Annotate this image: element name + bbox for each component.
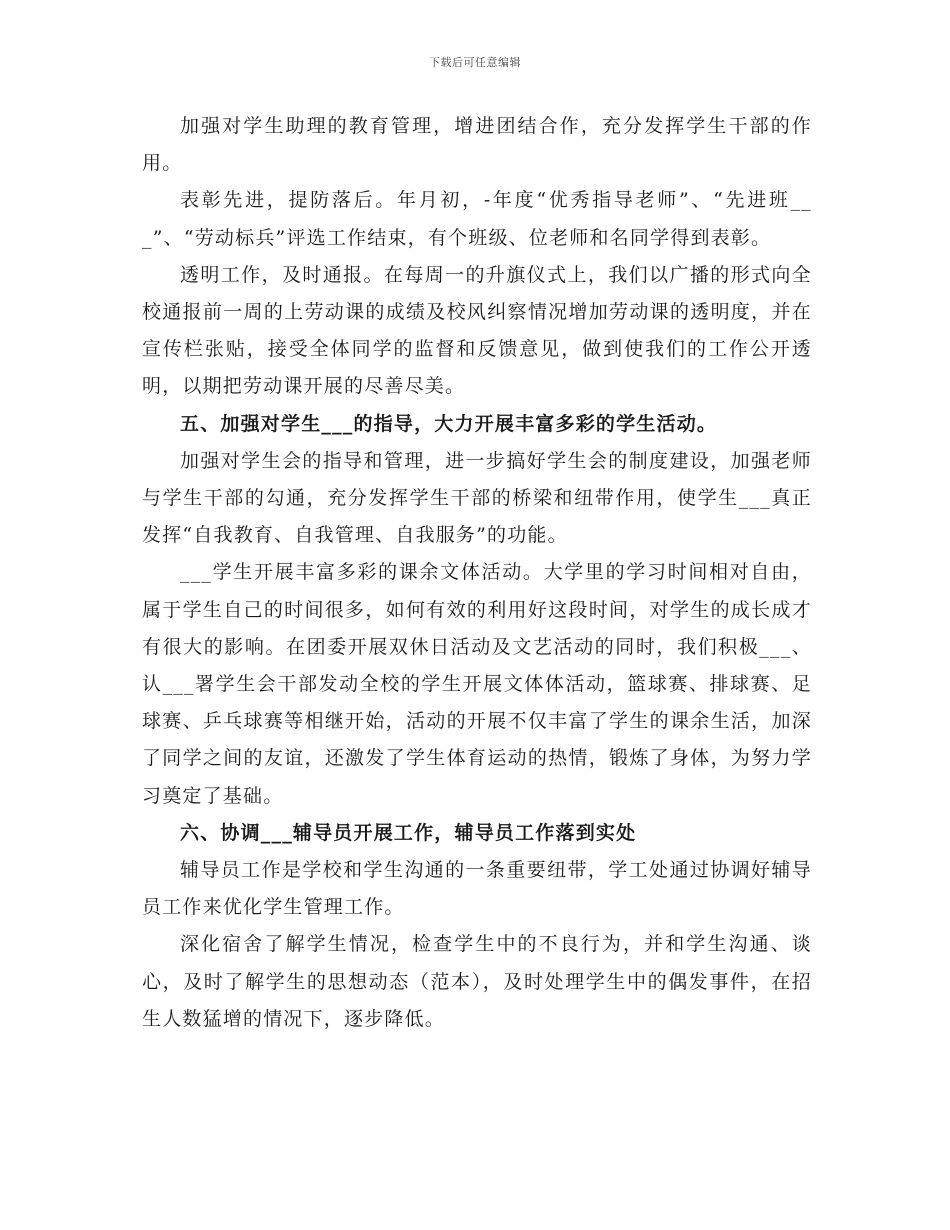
paragraph: 加强对学生助理的教育管理，增进团结合作，充分发挥学生干部的作用。 <box>142 115 812 175</box>
paragraph: 加强对学生会的指导和管理，进一步搞好学生会的制度建设，加强老师与学生干部的勾通，充分发挥学生干部的桥梁和纽带作用，使学生___真正发挥“自我教育、自我管理、自我服务”的功能。 <box>142 449 812 547</box>
paragraph: 透明工作，及时通报。在每周一的升旗仪式上，我们以广播的形式向全校通报前一周的上劳动课的成绩及校风纠察情况增加劳动课的透明度，并在宣传栏张贴，接受全体同学的监督和反馈意见，做到使我们的工作公开透明，以期把劳动课开展的尽善尽美。 <box>142 263 812 398</box>
paragraph: 表彰先进，提防落后。年月初，-年度“优秀指导老师”、“先进班___”、“劳动标兵”评选工作结束，有个班级、位老师和名同学得到表彰。 <box>142 189 812 249</box>
page-header-note: 下载后可任意编辑 <box>429 56 521 69</box>
section-heading-5: 五、加强对学生___的指导，大力开展丰富多彩的学生活动。 <box>180 412 718 435</box>
paragraph: 深化宿舍了解学生情况，检查学生中的不良行为，并和学生沟通、谈心，及时了解学生的思想动态（范本），及时处理学生中的偶发事件，在招生人数猛增的情况下，逐步降低。 <box>142 933 812 1030</box>
paragraph: 辅导员工作是学校和学生沟通的一条重要纽带，学工处通过协调好辅导员工作来优化学生管理工作。 <box>142 859 812 919</box>
document-body <box>142 108 812 1038</box>
paragraph: ___学生开展丰富多彩的课余文体活动。大学里的学习时间相对自由，属于学生自己的时间很多，如何有效的利用好这段时间，对学生的成长成才有很大的影响。在团委开展双休日活动及文艺活动的同时，我们积极___、认___署学生会干部发动全校的学生开展文体体活动，篮球赛、排球赛、足球赛、乒乓球赛等相继开始，活动的开展不仅丰富了学生的课余生活，加深了同学之间的友谊，还激发了学生体育运动的热情，锻炼了身体，为努力学习奠定了基础。 <box>142 561 812 807</box>
section-heading-6: 六、协调___辅导员开展工作，辅导员工作落到实处 <box>180 821 637 844</box>
